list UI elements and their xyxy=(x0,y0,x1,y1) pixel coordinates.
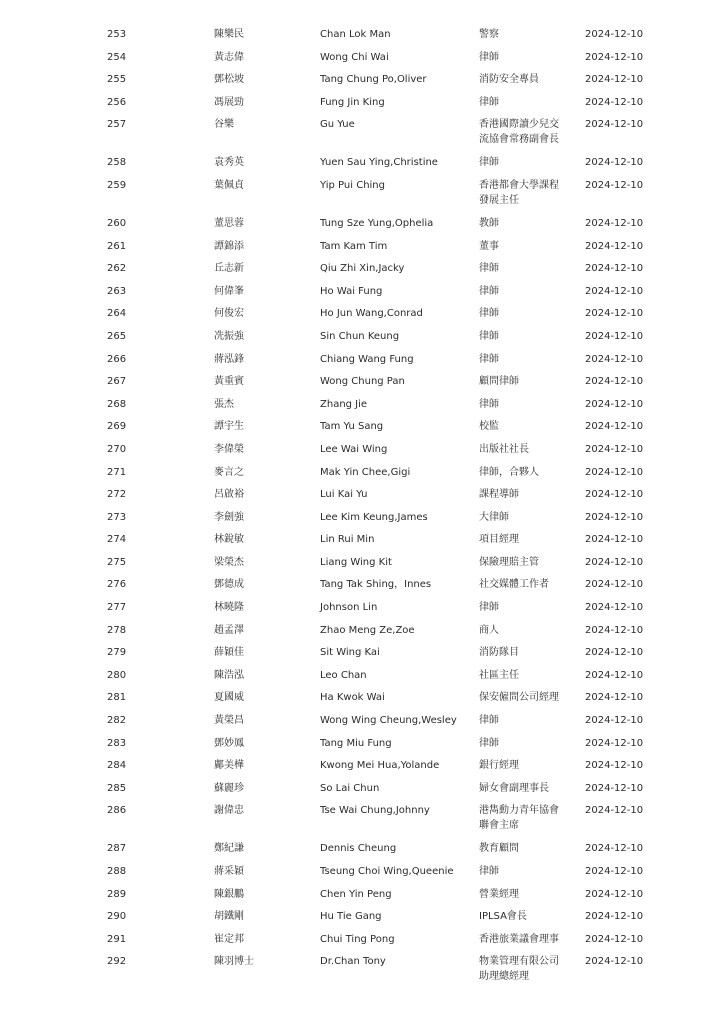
position-title xyxy=(479,306,575,321)
sign-date: 2024-12-10 xyxy=(585,888,644,900)
row-number: 263 xyxy=(107,285,127,297)
row-number: 259 xyxy=(107,179,127,191)
table-row xyxy=(0,552,724,575)
table-row xyxy=(0,175,724,213)
position-line: 律師 xyxy=(479,398,499,410)
english-name: Lee Wai Wing xyxy=(320,443,388,455)
sign-date: 2024-12-10 xyxy=(585,489,644,501)
table-row xyxy=(0,371,724,394)
position-title xyxy=(479,803,575,833)
position-title xyxy=(479,887,575,902)
chinese-name: 林曉隆 xyxy=(214,602,244,614)
position-title xyxy=(479,623,575,638)
chinese-name: 趙孟澤 xyxy=(214,624,244,636)
signatory-table xyxy=(0,24,724,989)
table-row xyxy=(0,733,724,756)
position-title xyxy=(479,841,575,856)
table-row xyxy=(0,861,724,884)
english-name: Ho Wai Fung xyxy=(320,285,383,297)
row-number: 267 xyxy=(107,376,127,388)
row-number: 265 xyxy=(107,330,127,342)
chinese-name: 鄺美樺 xyxy=(214,760,244,772)
sign-date: 2024-12-10 xyxy=(585,330,644,342)
table-row xyxy=(0,687,724,710)
position-title xyxy=(479,178,575,208)
table-row xyxy=(0,349,724,372)
row-number: 276 xyxy=(107,579,127,591)
row-number: 282 xyxy=(107,715,127,727)
chinese-name: 谷樂 xyxy=(214,119,234,131)
row-number: 290 xyxy=(107,911,127,923)
position-line: 律師 xyxy=(479,353,499,365)
chinese-name: 薛穎佳 xyxy=(214,647,244,659)
chinese-name: 胡鐵剛 xyxy=(214,911,244,923)
position-title xyxy=(479,713,575,728)
table-row xyxy=(0,574,724,597)
row-number: 262 xyxy=(107,263,127,275)
position-title xyxy=(479,577,575,592)
sign-date: 2024-12-10 xyxy=(585,119,644,131)
chinese-name: 丘志新 xyxy=(214,263,244,275)
position-line: 社交媒體工作者 xyxy=(479,579,549,591)
position-line: 項目經理 xyxy=(479,534,519,546)
row-number: 273 xyxy=(107,511,127,523)
position-title xyxy=(479,758,575,773)
row-number: 278 xyxy=(107,624,127,636)
sign-date: 2024-12-10 xyxy=(585,74,644,86)
sign-date: 2024-12-10 xyxy=(585,353,644,365)
sign-date: 2024-12-10 xyxy=(585,737,644,749)
position-line: IPLSA會長 xyxy=(479,911,527,923)
position-line: 律師 xyxy=(479,866,499,877)
position-line: 律師 xyxy=(479,263,499,275)
position-line: 大律師 xyxy=(479,511,509,523)
position-line: 律師 xyxy=(479,157,499,169)
english-name: Tam Yu Sang xyxy=(320,421,384,433)
position-title xyxy=(479,329,575,344)
position-line: 律師，合夥人 xyxy=(479,466,539,478)
english-name: Zhang Jie xyxy=(320,398,368,410)
position-line: 流協會常務副會長 xyxy=(479,134,559,146)
position-title xyxy=(479,487,575,502)
sign-date: 2024-12-10 xyxy=(585,534,644,546)
row-number: 286 xyxy=(107,805,127,817)
english-name: Tung Sze Yung,Ophelia xyxy=(320,217,434,229)
chinese-name: 鄭紀謙 xyxy=(214,843,244,855)
english-name: Tse Wai Chung,Johnny xyxy=(320,805,430,817)
table-row xyxy=(0,236,724,259)
position-title xyxy=(479,374,575,389)
position-line: 顧問律師 xyxy=(479,376,519,388)
english-name: Tang Tak Shing，Innes xyxy=(320,579,432,591)
sign-date: 2024-12-10 xyxy=(585,602,644,614)
position-title xyxy=(479,932,575,947)
chinese-name: 冼振強 xyxy=(214,330,244,342)
position-line: 商人 xyxy=(479,624,499,636)
sign-date: 2024-12-10 xyxy=(585,308,644,320)
english-name: Mak Yin Chee,Gigi xyxy=(320,466,411,478)
row-number: 264 xyxy=(107,308,127,320)
sign-date: 2024-12-10 xyxy=(585,285,644,297)
chinese-name: 陳樂民 xyxy=(214,29,244,40)
sign-date: 2024-12-10 xyxy=(585,805,644,817)
chinese-name: 黃重賓 xyxy=(214,376,244,388)
sign-date: 2024-12-10 xyxy=(585,443,644,455)
row-number: 269 xyxy=(107,421,127,433)
position-title xyxy=(479,781,575,796)
position-line: 律師 xyxy=(479,308,499,320)
position-line: 保安僱問公司經理 xyxy=(479,692,559,704)
table-row xyxy=(0,92,724,115)
chinese-name: 謝偉忠 xyxy=(214,805,244,817)
position-line: 助理總經理 xyxy=(479,971,529,983)
chinese-name: 陳浩泓 xyxy=(214,669,244,681)
table-row xyxy=(0,152,724,175)
english-name: Fung Jin King xyxy=(320,96,385,108)
english-name: Dr.Chan Tony xyxy=(320,956,386,968)
position-line: 消防安全專員 xyxy=(479,74,539,86)
position-title xyxy=(479,27,575,42)
chinese-name: 黃志偉 xyxy=(214,51,244,63)
english-name: Zhao Meng Ze,Zoe xyxy=(320,624,415,636)
position-line: 香港國際讀少兒交 xyxy=(479,119,559,131)
table-row xyxy=(0,47,724,70)
sign-date: 2024-12-10 xyxy=(585,398,644,410)
position-title xyxy=(479,261,575,276)
row-number: 271 xyxy=(107,466,127,478)
sign-date: 2024-12-10 xyxy=(585,511,644,523)
row-number: 292 xyxy=(107,956,127,968)
table-row xyxy=(0,906,724,929)
row-number: 284 xyxy=(107,760,127,772)
sign-date: 2024-12-10 xyxy=(585,579,644,591)
position-line: 律師 xyxy=(479,96,499,108)
english-name: Hu Tie Gang xyxy=(320,911,382,923)
chinese-name: 袁秀英 xyxy=(214,157,244,169)
position-line: 律師 xyxy=(479,285,499,297)
table-row xyxy=(0,394,724,417)
position-line: 營業經理 xyxy=(479,888,519,900)
position-line: 聯會主席 xyxy=(479,820,519,832)
english-name: Lui Kai Yu xyxy=(320,489,368,501)
english-name: Wong Chung Pan xyxy=(320,376,405,388)
english-name: Kwong Mei Hua,Yolande xyxy=(320,760,440,772)
chinese-name: 李偉榮 xyxy=(214,443,244,455)
chinese-name: 譚宇生 xyxy=(214,421,244,433)
sign-date: 2024-12-10 xyxy=(585,782,644,794)
position-title xyxy=(479,690,575,705)
sign-date: 2024-12-10 xyxy=(585,217,644,229)
english-name: Chen Yin Peng xyxy=(320,888,392,900)
english-name: Dennis Cheung xyxy=(320,843,397,855)
sign-date: 2024-12-10 xyxy=(585,911,644,923)
position-title xyxy=(479,600,575,615)
table-row xyxy=(0,439,724,462)
english-name: Tam Kam Tim xyxy=(320,240,388,252)
position-title xyxy=(479,736,575,751)
table-row xyxy=(0,884,724,907)
position-line: 保險理賠主管 xyxy=(479,556,539,568)
position-title xyxy=(479,239,575,254)
chinese-name: 崔定邦 xyxy=(214,933,244,945)
table-row xyxy=(0,642,724,665)
sign-date: 2024-12-10 xyxy=(585,556,644,568)
english-name: Chui Ting Pong xyxy=(320,933,395,945)
position-title xyxy=(479,645,575,660)
table-row xyxy=(0,69,724,92)
position-title xyxy=(479,532,575,547)
english-name: Lee Kim Keung,James xyxy=(320,511,428,523)
position-line: 教師 xyxy=(479,217,499,229)
chinese-name: 馮展勁 xyxy=(214,96,244,108)
position-line: 物業管理有限公司 xyxy=(479,956,559,968)
row-number: 289 xyxy=(107,888,127,900)
table-row xyxy=(0,778,724,801)
sign-date: 2024-12-10 xyxy=(585,866,644,877)
table-row xyxy=(0,838,724,861)
table-row xyxy=(0,529,724,552)
position-line: 社區主任 xyxy=(479,669,519,681)
chinese-name: 何俊宏 xyxy=(214,308,244,320)
sign-date: 2024-12-10 xyxy=(585,843,644,855)
row-number: 279 xyxy=(107,647,127,659)
row-number: 291 xyxy=(107,933,127,945)
position-line: 銀行經理 xyxy=(479,760,519,772)
position-line: 警察 xyxy=(479,29,499,40)
position-title xyxy=(479,442,575,457)
table-row xyxy=(0,484,724,507)
chinese-name: 蔣采穎 xyxy=(214,866,244,877)
position-line: 港雋動力青年協會 xyxy=(479,805,559,817)
row-number: 283 xyxy=(107,737,127,749)
english-name: Tang Chung Po,Oliver xyxy=(320,74,427,86)
sign-date: 2024-12-10 xyxy=(585,760,644,772)
chinese-name: 張杰 xyxy=(214,398,234,410)
row-number: 256 xyxy=(107,96,127,108)
row-number: 260 xyxy=(107,217,127,229)
chinese-name: 鄧妙鳳 xyxy=(214,737,244,749)
position-title xyxy=(479,465,575,480)
row-number: 272 xyxy=(107,489,127,501)
position-title xyxy=(479,72,575,87)
chinese-name: 夏國威 xyxy=(214,692,244,704)
chinese-name: 董思蓉 xyxy=(214,217,244,229)
position-line: 消防隊目 xyxy=(479,647,519,659)
chinese-name: 蔣泓鋒 xyxy=(214,353,244,365)
chinese-name: 梁榮杰 xyxy=(214,556,244,568)
position-line: 香港旅業議會理事 xyxy=(479,933,559,945)
chinese-name: 葉佩貞 xyxy=(214,179,244,191)
position-line: 律師 xyxy=(479,330,499,342)
sign-date: 2024-12-10 xyxy=(585,96,644,108)
position-title xyxy=(479,216,575,231)
row-number: 281 xyxy=(107,692,127,704)
table-row xyxy=(0,620,724,643)
position-title xyxy=(479,555,575,570)
english-name: So Lai Chun xyxy=(320,782,380,794)
chinese-name: 何偉峯 xyxy=(214,285,244,297)
sign-date: 2024-12-10 xyxy=(585,263,644,275)
english-name: Chan Lok Man xyxy=(320,29,391,40)
table-row xyxy=(0,303,724,326)
chinese-name: 鄧德成 xyxy=(214,579,244,591)
position-line: 發展主任 xyxy=(479,194,519,206)
table-row xyxy=(0,755,724,778)
sign-date: 2024-12-10 xyxy=(585,669,644,681)
sign-date: 2024-12-10 xyxy=(585,240,644,252)
table-row xyxy=(0,462,724,485)
sign-date: 2024-12-10 xyxy=(585,624,644,636)
position-title xyxy=(479,954,575,984)
english-name: Qiu Zhi Xin,Jacky xyxy=(320,263,405,275)
row-number: 288 xyxy=(107,866,127,877)
chinese-name: 蘇麗珍 xyxy=(214,782,244,794)
english-name: Sin Chun Keung xyxy=(320,330,400,342)
english-name: Yuen Sau Ying,Christine xyxy=(320,157,438,169)
english-name: Wong Chi Wai xyxy=(320,51,389,63)
position-line: 校監 xyxy=(479,421,499,433)
table-row xyxy=(0,800,724,838)
position-line: 香港都會大學課程 xyxy=(479,179,559,191)
sign-date: 2024-12-10 xyxy=(585,421,644,433)
sign-date: 2024-12-10 xyxy=(585,933,644,945)
row-number: 285 xyxy=(107,782,127,794)
table-row xyxy=(0,281,724,304)
row-number: 255 xyxy=(107,74,127,86)
english-name: Wong Wing Cheung,Wesley xyxy=(320,715,457,727)
table-row xyxy=(0,951,724,989)
english-name: Tang Miu Fung xyxy=(320,737,392,749)
chinese-name: 譚錦添 xyxy=(214,240,244,252)
english-name: Yip Pui Ching xyxy=(320,179,385,191)
row-number: 277 xyxy=(107,602,127,614)
position-title xyxy=(479,155,575,170)
chinese-name: 麥言之 xyxy=(214,466,244,478)
row-number: 266 xyxy=(107,353,127,365)
position-title xyxy=(479,419,575,434)
chinese-name: 林銳敏 xyxy=(214,534,244,546)
position-title xyxy=(479,909,575,924)
sign-date: 2024-12-10 xyxy=(585,157,644,169)
english-name: Gu Yue xyxy=(320,119,355,131)
row-number: 274 xyxy=(107,534,127,546)
row-number: 268 xyxy=(107,398,127,410)
table-row xyxy=(0,114,724,152)
sign-date: 2024-12-10 xyxy=(585,956,644,968)
row-number: 254 xyxy=(107,51,127,63)
chinese-name: 李劍強 xyxy=(214,511,244,523)
table-row xyxy=(0,710,724,733)
chinese-name: 鄧松坡 xyxy=(214,74,244,86)
chinese-name: 陳羽博士 xyxy=(214,956,254,968)
english-name: Sit Wing Kai xyxy=(320,647,380,659)
sign-date: 2024-12-10 xyxy=(585,51,644,63)
position-line: 律師 xyxy=(479,51,499,63)
position-title xyxy=(479,50,575,65)
chinese-name: 呂啟裕 xyxy=(214,489,244,501)
english-name: Tseung Choi Wing,Queenie xyxy=(320,866,454,877)
english-name: Ho Jun Wang,Conrad xyxy=(320,308,423,320)
row-number: 275 xyxy=(107,556,127,568)
position-line: 教育顧問 xyxy=(479,843,519,855)
row-number: 261 xyxy=(107,240,127,252)
position-line: 出版社社長 xyxy=(479,443,529,455)
position-title xyxy=(479,510,575,525)
table-row xyxy=(0,416,724,439)
position-line: 課程導師 xyxy=(479,489,519,501)
position-line: 律師 xyxy=(479,602,499,614)
row-number: 270 xyxy=(107,443,127,455)
row-number: 258 xyxy=(107,157,127,169)
position-line: 婦女會副理事長 xyxy=(479,782,549,794)
position-title xyxy=(479,668,575,683)
sign-date: 2024-12-10 xyxy=(585,376,644,388)
table-row xyxy=(0,213,724,236)
position-title xyxy=(479,352,575,367)
row-number: 287 xyxy=(107,843,127,855)
english-name: Ha Kwok Wai xyxy=(320,692,385,704)
english-name: Leo Chan xyxy=(320,669,367,681)
position-title xyxy=(479,117,575,147)
table-row xyxy=(0,929,724,952)
english-name: Liang Wing Kit xyxy=(320,556,392,568)
position-title xyxy=(479,864,575,879)
table-row xyxy=(0,326,724,349)
sign-date: 2024-12-10 xyxy=(585,179,644,191)
table-row xyxy=(0,258,724,281)
english-name: Chiang Wang Fung xyxy=(320,353,414,365)
english-name: Johnson Lin xyxy=(320,602,378,614)
position-line: 董事 xyxy=(479,240,499,252)
sign-date: 2024-12-10 xyxy=(585,647,644,659)
sign-date: 2024-12-10 xyxy=(585,29,644,40)
english-name: Lin Rui Min xyxy=(320,534,375,546)
sign-date: 2024-12-10 xyxy=(585,466,644,478)
table-row xyxy=(0,24,724,47)
position-line: 律師 xyxy=(479,737,499,749)
position-title xyxy=(479,284,575,299)
sign-date: 2024-12-10 xyxy=(585,715,644,727)
table-row xyxy=(0,665,724,688)
chinese-name: 陳銀鵬 xyxy=(214,888,244,900)
row-number: 257 xyxy=(107,119,127,131)
table-row xyxy=(0,597,724,620)
sign-date: 2024-12-10 xyxy=(585,692,644,704)
position-line: 律師 xyxy=(479,715,499,727)
position-title xyxy=(479,95,575,110)
table-row xyxy=(0,507,724,530)
row-number: 280 xyxy=(107,669,127,681)
chinese-name: 黃榮昌 xyxy=(214,715,244,727)
row-number: 253 xyxy=(107,29,127,40)
position-title xyxy=(479,397,575,412)
